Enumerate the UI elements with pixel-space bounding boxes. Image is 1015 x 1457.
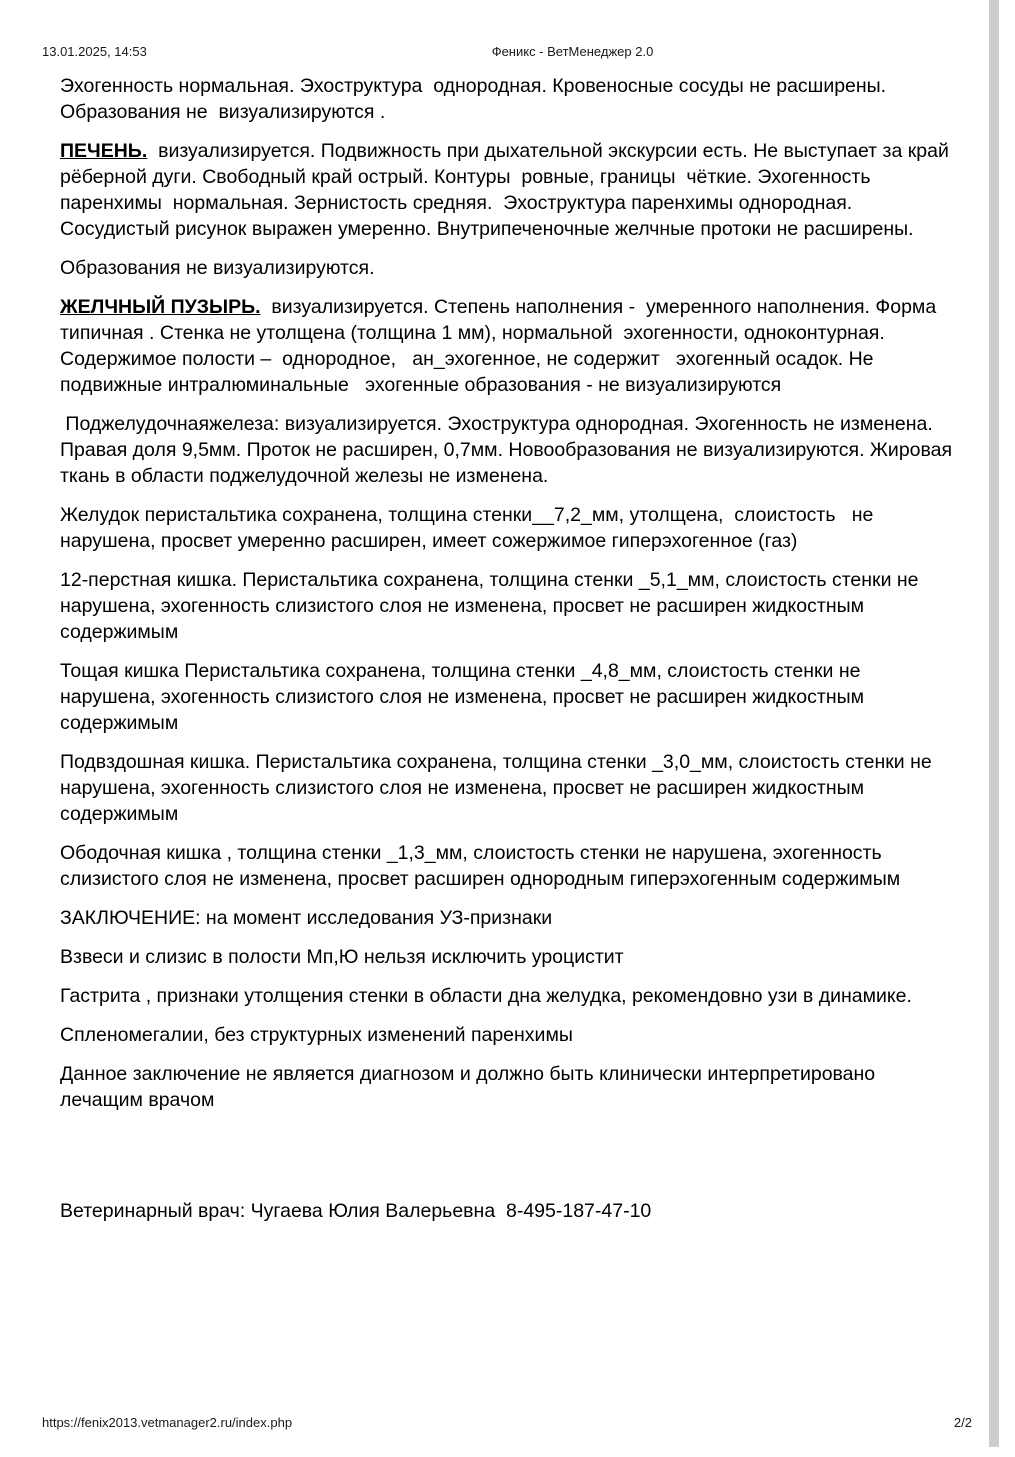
print-header xyxy=(0,44,1015,60)
print-datetime: 13.01.2025, 14:53 xyxy=(42,44,147,59)
print-title: Феникс - ВетМенеджер 2.0 xyxy=(491,44,654,59)
section-heading: ПЕЧЕНЬ. xyxy=(60,140,148,162)
scrollbar-thumb[interactable] xyxy=(989,0,999,1447)
report-paragraph: Образования не визуализируются. xyxy=(60,257,375,279)
report-paragraph: ПЕЧЕНЬ. визуализируется. Подвижность при дыхательной экскурсии есть. Не выступает за край рёберной дуги. Свободный край острый. Контуры ровные, границы чёткие. Эхогенность паренхимы нормальная. Зернистость средняя. Эхоструктура паренхимы однородная. Сосудистый рисунок выражен умеренно. Внутрипеченочные желчные протоки не расширены. xyxy=(60,140,955,240)
report-paragraph: Взвеси и слизис в полости Мп,Ю нельзя исключить уроцистит xyxy=(60,946,624,968)
section-heading: ЖЕЛЧНЫЙ ПУЗЫРЬ. xyxy=(60,296,261,318)
report-body xyxy=(60,73,958,1237)
report-paragraph: 12-перстная кишка. Перистальтика сохранена, толщина стенки _5,1_мм, слоистость стенки не нарушена, эхогенность слизистого слоя не изменена, просвет не расширен жидкостным содержимым xyxy=(60,569,924,643)
print-footer xyxy=(0,1415,1015,1432)
report-paragraph: Подвздошная кишка. Перистальтика сохранена, толщина стенки _3,0_мм, слоистость стенки не нарушена, эхогенность слизистого слоя не изменена, просвет не расширен жидкостным содержимым xyxy=(60,751,938,825)
report-paragraph: ЖЕЛЧНЫЙ ПУЗЫРЬ. визуализируется. Степень наполнения - умеренного наполнения. Форма типичная . Стенка не утолщена (толщина 1 мм), нормальной эхогенности, одноконтурная. Содержимое полости – однородное, ан_эхогенное, не содержит эхогенный осадок. Не подвижные интралюминальные эхогенные образования - не визуализируются xyxy=(60,296,942,396)
report-paragraph: Ветеринарный врач: Чугаева Юлия Валерьевна 8-495-187-47-10 xyxy=(60,1200,652,1222)
report-paragraph: Ободочная кишка , толщина стенки _1,3_мм, слоистость стенки не нарушена, эхогенность слизистого слоя не изменена, просвет расширен однородным гиперэхогенным содержимым xyxy=(60,842,901,890)
report-paragraph: Желудок перистальтика сохранена, толщина стенки__7,2_мм, утолщена, слоистость не нарушена, просвет умеренно расширен, имеет сожержимое гиперэхогенное (газ) xyxy=(60,504,879,552)
report-paragraph: Гастрита , признаки утолщения стенки в области дна желудка, рекомендовно узи в динамике. xyxy=(60,985,912,1007)
report-paragraph: Спленомегалии, без структурных изменений паренхимы xyxy=(60,1024,573,1046)
page-number-indicator: 2/2 xyxy=(953,1415,972,1430)
report-paragraph: Эхогенность нормальная. Эхоструктура однородная. Кровеносные сосуды не расширены. Образования не визуализируются . xyxy=(60,75,892,123)
print-source-url: https://fenix2013.vetmanager2.ru/index.php xyxy=(42,1415,293,1430)
report-paragraph: Тощая кишка Перистальтика сохранена, толщина стенки _4,8_мм, слоистость стенки не нарушена, эхогенность слизистого слоя не изменена, просвет не расширен жидкостным содержимым xyxy=(60,660,870,734)
report-paragraph: ЗАКЛЮЧЕНИЕ: на момент исследования УЗ-признаки xyxy=(60,907,553,929)
report-paragraph: Поджелудочнаяжелеза: визуализируется. Эхоструктура однородная. Эхогенность не изменена. Правая доля 9,5мм. Проток не расширен, 0,7мм. Новообразования не визуализируются. Жировая ткань в области поджелудочной железы не изменена. xyxy=(60,413,958,487)
vertical-scrollbar[interactable] xyxy=(989,0,999,1457)
report-paragraph: Данное заключение не является диагнозом и должно быть клинически интерпретировано лечащим врачом xyxy=(60,1063,881,1111)
